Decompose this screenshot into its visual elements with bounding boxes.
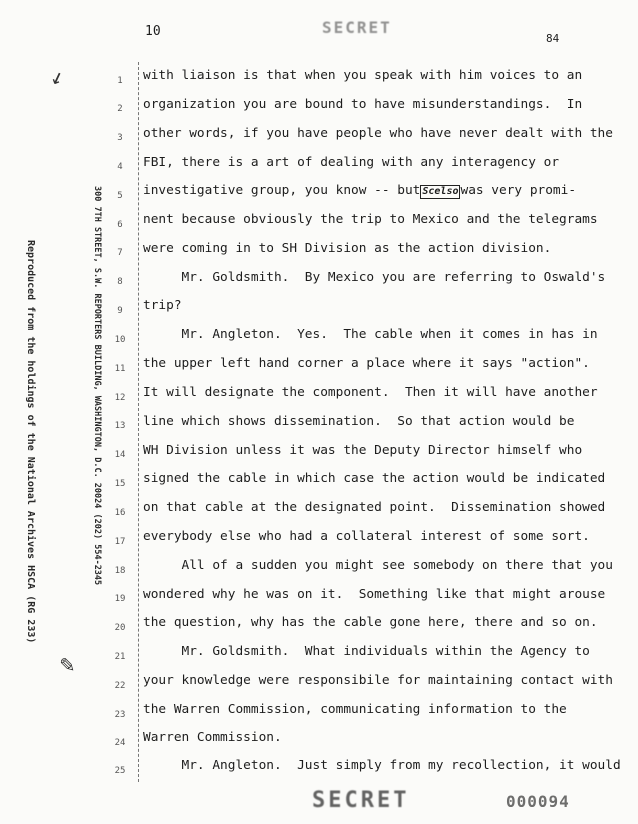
- transcript-line: with liaison is that when you speak with him voices to an: [143, 68, 583, 83]
- transcript-line: All of a sudden you might see somebody on there that you: [143, 558, 613, 573]
- top-classification-stamp: SECRET: [322, 18, 392, 37]
- line-number: 15: [114, 479, 126, 489]
- line-number: 22: [114, 681, 126, 691]
- line-number: 18: [114, 566, 126, 576]
- transcript-line: on that cable at the designated point. Dissemination showed: [143, 500, 606, 515]
- line-number: 19: [114, 594, 126, 604]
- transcript-line: everybody else who had a collateral interest of some sort.: [143, 529, 590, 544]
- line-number: 8: [117, 277, 123, 287]
- line-number: 16: [114, 508, 126, 518]
- line-number: 9: [117, 306, 123, 316]
- line-number: 12: [114, 393, 126, 403]
- line-number: 10: [114, 335, 126, 345]
- bottom-classification-stamp: SECRET: [312, 788, 410, 813]
- line-number: 3: [117, 133, 123, 143]
- line-number: 24: [114, 738, 126, 748]
- transcript-line: other words, if you have people who have never dealt with the: [143, 126, 613, 141]
- transcript-line: the upper left hand corner a place where it says "action".: [143, 356, 590, 371]
- line-number: 20: [114, 623, 126, 633]
- line-number: 5: [117, 191, 123, 201]
- transcript-line: Mr. Goldsmith. By Mexico you are referring to Oswald's: [143, 270, 606, 285]
- transcript-line: your knowledge were responsibile for maintaining contact with: [143, 673, 613, 688]
- line-number: 17: [114, 537, 126, 547]
- transcript-text: was very promi-: [460, 183, 577, 198]
- transcript-line: FBI, there is a art of dealing with any interagency or: [143, 155, 560, 170]
- transcript-line: It will designate the component. Then it will have another: [143, 385, 598, 400]
- reporter-address: 300 7TH STREET, S.W. REPORTERS BUILDING, WASHINGTON, D.C. 20024 (202) 554-2345: [92, 186, 102, 586]
- line-number: 23: [114, 710, 126, 720]
- transcript-line: Mr. Angleton. Yes. The cable when it comes in has in: [143, 327, 598, 342]
- margin-rule: [138, 62, 139, 782]
- page-number: 10: [145, 24, 161, 39]
- line-number: 13: [114, 421, 126, 431]
- redaction-box: Scelso: [422, 186, 459, 197]
- line-number: 21: [114, 652, 126, 662]
- line-number: 1: [117, 76, 123, 86]
- line-number: 7: [117, 248, 123, 258]
- archive-reproduction-note: Reproduced from the holdings of the National Archives HSCA (RG 233): [25, 240, 36, 644]
- transcript-line: Mr. Angleton. Just simply from my recollection, it would: [143, 758, 621, 773]
- line-number: 14: [114, 450, 126, 460]
- transcript-line: Warren Commission.: [143, 730, 282, 745]
- line-number: 4: [117, 162, 123, 172]
- transcript-text: investigative group, you know -- but: [143, 183, 421, 198]
- line-number: 25: [114, 766, 126, 776]
- transcript-line: the Warren Commission, communicating information to the: [143, 702, 567, 717]
- line-number: 6: [117, 220, 123, 230]
- transcript-line: were coming in to SH Division as the action division.: [143, 241, 552, 256]
- document-number: 84: [546, 32, 560, 45]
- margin-stamp-mark: ✎: [60, 650, 75, 678]
- transcript-line: [143, 183, 576, 199]
- transcript-line: trip?: [143, 298, 182, 313]
- transcript-line: Mr. Goldsmith. What individuals within the Agency to: [143, 644, 590, 659]
- transcript-line: organization you are bound to have misunderstandings. In: [143, 97, 583, 112]
- transcript-line: signed the cable in which case the action would be indicated: [143, 471, 606, 486]
- document-id-stamp: 000094: [506, 792, 570, 811]
- line-number: 11: [114, 364, 126, 374]
- transcript-line: line which shows dissemination. So that action would be: [143, 414, 575, 429]
- line-number: 2: [117, 104, 123, 114]
- transcript-line: wondered why he was on it. Something like that might arouse: [143, 587, 606, 602]
- transcript-line: WH Division unless it was the Deputy Director himself who: [143, 443, 583, 458]
- transcript-line: nent because obviously the trip to Mexico and the telegrams: [143, 212, 598, 227]
- margin-mark: ↙: [46, 62, 68, 91]
- transcript-line: the question, why has the cable gone here, there and so on.: [143, 615, 598, 630]
